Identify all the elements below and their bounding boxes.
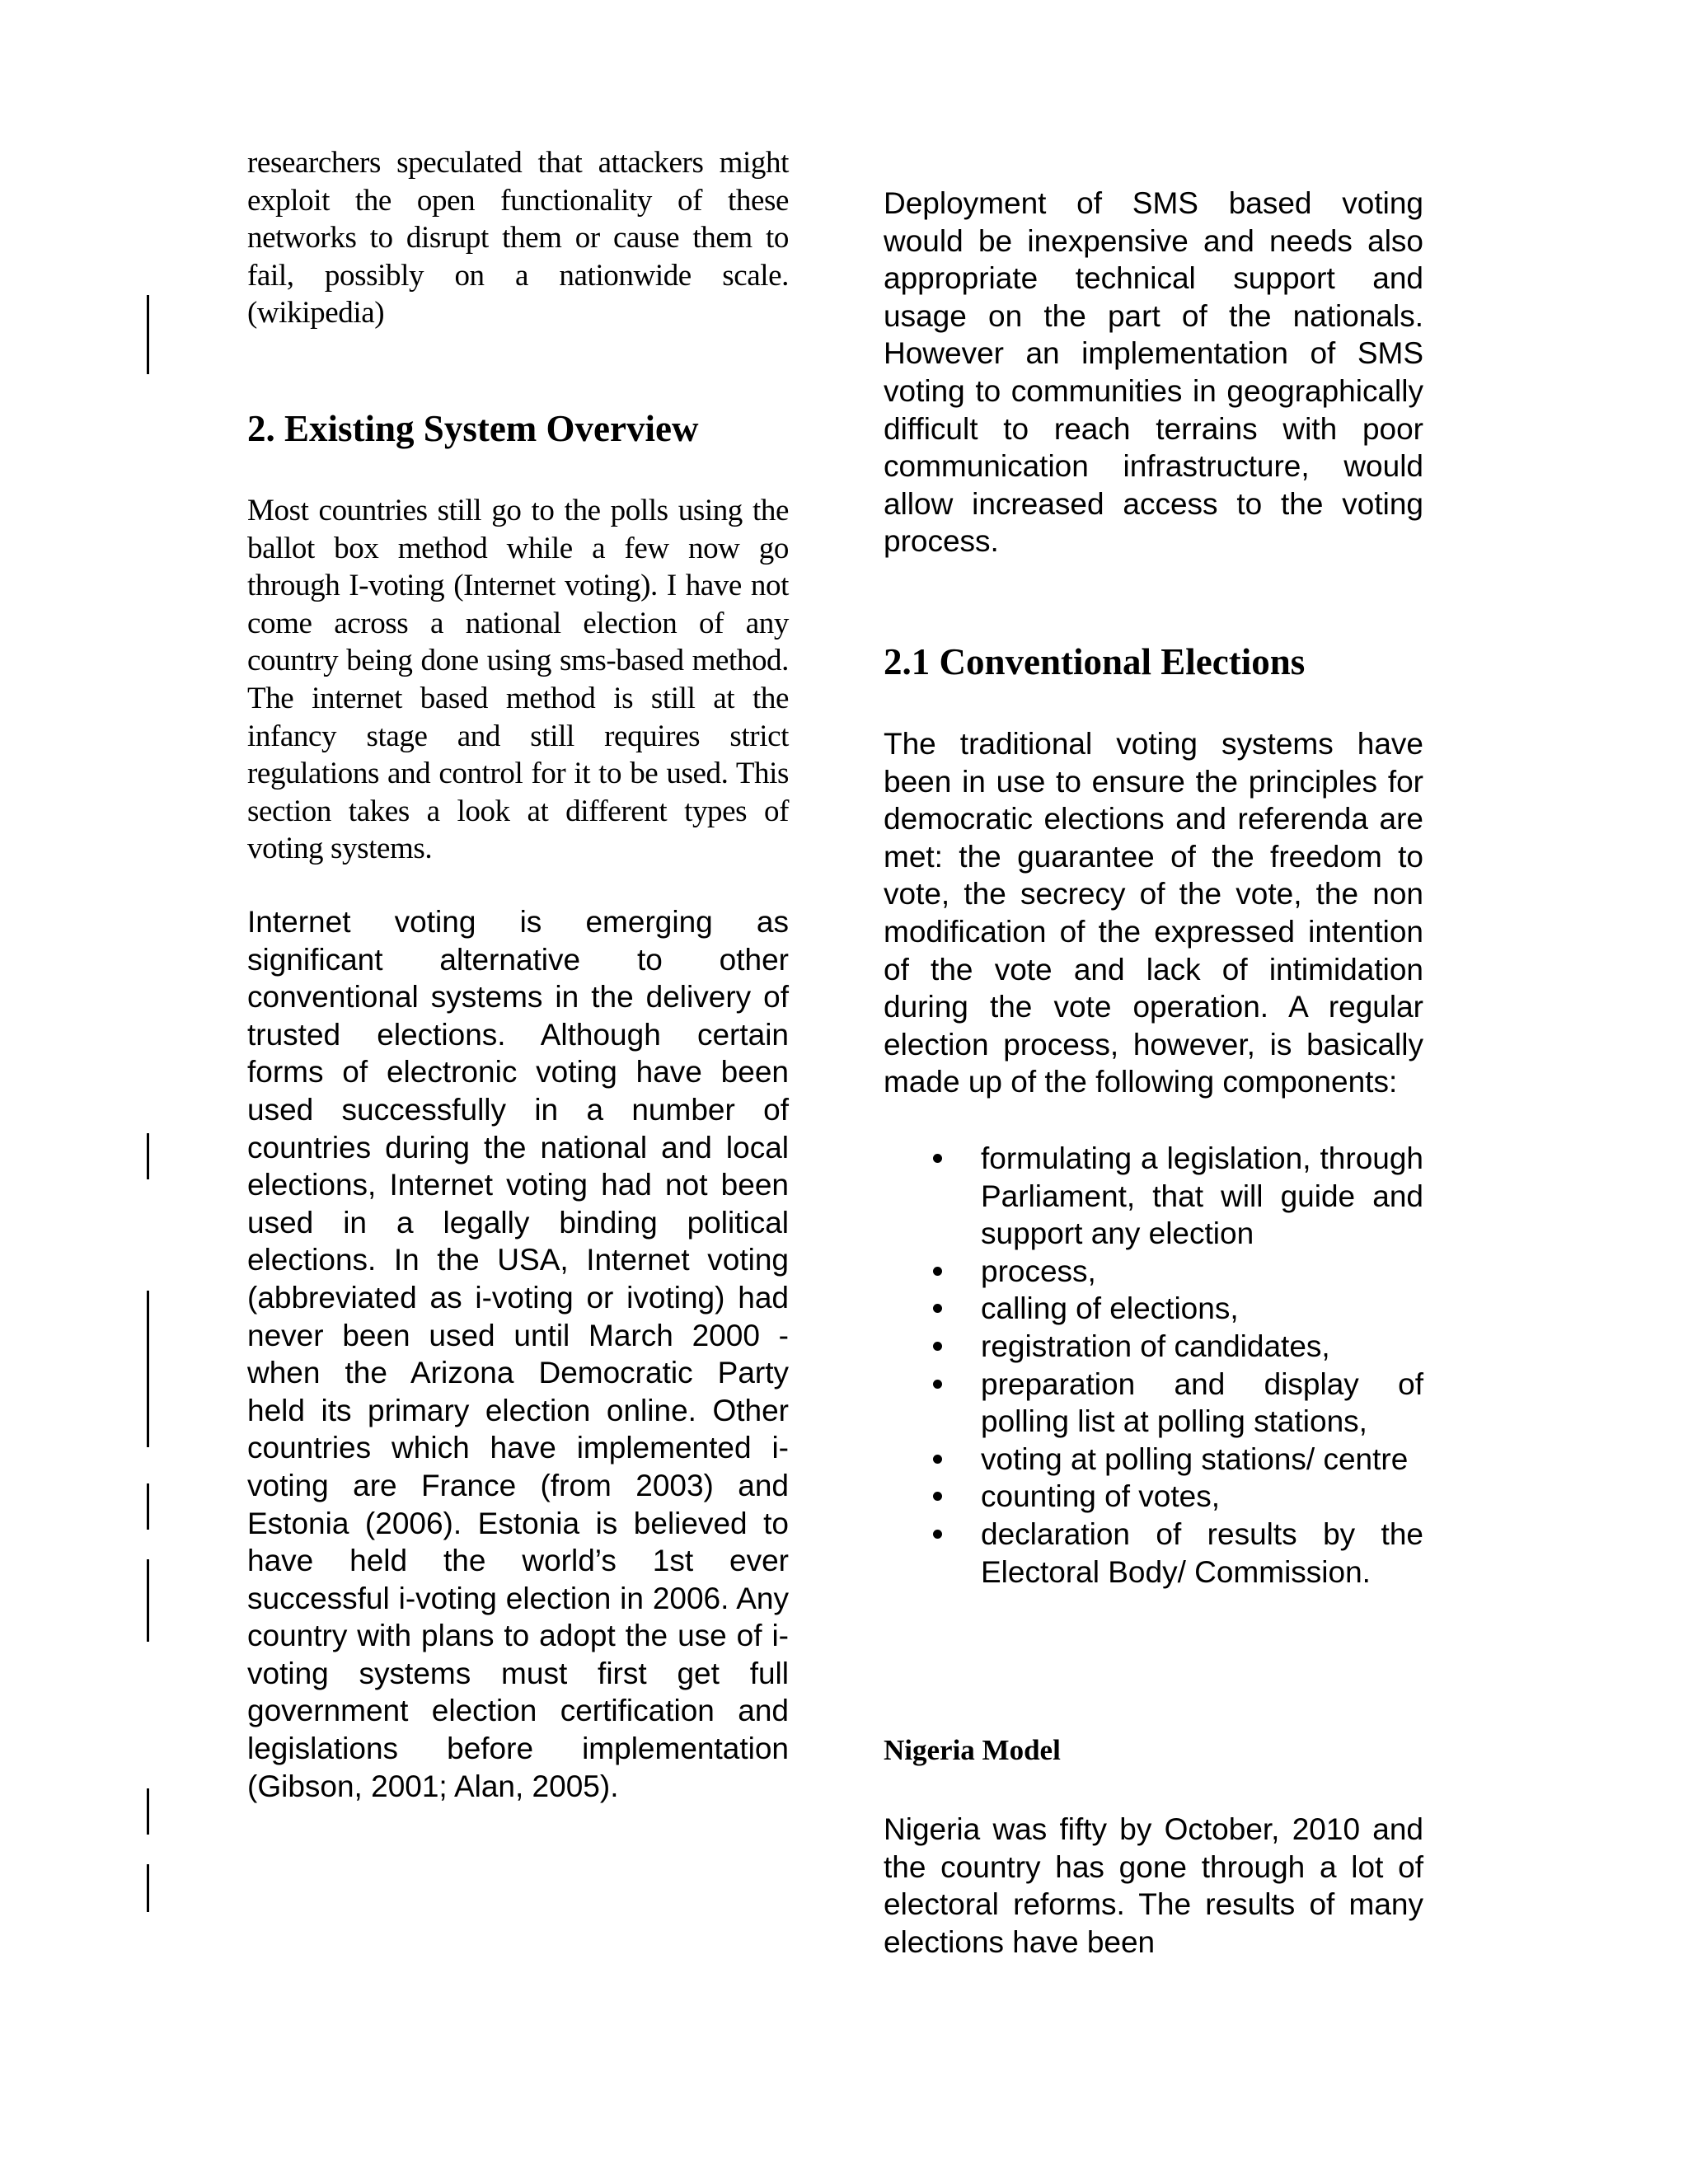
list-item [884,1328,1423,1366]
nigeria-model-heading: Nigeria Model [884,1734,1061,1766]
revision-bar [147,1133,149,1179]
revision-bar [147,1559,149,1642]
bullet-icon [933,1267,942,1276]
internet-voting-paragraph: Internet voting is emerging as significant alternative to other conventional systems in the delivery of trusted elections. Although certain forms of electronic voting have been used successfully in a number of countries during the national and local elections, Internet voting had not been used in a legally binding political elections. In the USA, Internet voting (abbreviated as i-voting or ivoting) had never been used until March 2000 - when the Arizona Democratic Party held its primary election online. Other countries which have implemented i-voting are France (from 2003) and Estonia (2006). Estonia is believed to have held the world’s 1st ever successful i-voting election in 2006. Any country with plans to adopt the use of i-voting systems must first get full government election certification and legislations before implementation (Gibson, 2001; Alan, 2005). [247,905,789,1803]
list-item [884,1478,1423,1516]
sms-voting-paragraph: Deployment of SMS based voting would be inexpensive and needs also appropriate technical support and usage on the part of the nationals. However an implementation of SMS voting to communities in geographically difficult to reach terrains with poor communication infrastructure, would allow increased access to the voting process. [884,186,1423,559]
revision-bar [147,1483,149,1530]
bullet-icon [933,1530,942,1539]
list-item [884,1290,1423,1328]
list-item-text: formulating a legislation, through Parliament, that will guide and support any election [981,1141,1423,1251]
list-item-text: counting of votes, [981,1479,1221,1514]
revision-bar [147,1291,149,1447]
list-item [884,1253,1423,1291]
list-item [884,1140,1423,1253]
bullet-icon [933,1154,942,1163]
subsection-heading: 2.1 Conventional Elections [884,641,1306,682]
list-item-text: voting at polling stations/ centre [981,1441,1409,1476]
revision-bar [147,1864,149,1912]
list-item-text: process, [981,1254,1096,1288]
revision-bar [147,295,149,374]
list-item-text: declaration of results by the Electoral Body/ Commission. [981,1516,1423,1589]
list-item [884,1366,1423,1441]
bullet-icon [933,1304,942,1313]
list-item-text: registration of candidates, [981,1329,1330,1363]
election-components-list [884,1140,1423,1591]
bullet-icon [933,1492,942,1501]
list-item-text: calling of elections, [981,1291,1239,1326]
conventional-elections-paragraph: The traditional voting systems have been in use to ensure the principles for democratic elections and referenda are met: the guarantee of the freedom to vote, the secrecy of the vote, the non modification of the expressed intention of the vote and lack of intimidation during the vote operation. A regular election process, however, is basically made up of the following components: [884,727,1423,1099]
bullet-icon [933,1342,942,1351]
nigeria-model-paragraph: Nigeria was fifty by October, 2010 and the country has gone through a lot of electoral reforms. The results of many elections have been [884,1812,1423,1959]
bullet-icon [933,1455,942,1464]
bullet-icon [933,1380,942,1389]
overview-paragraph: Most countries still go to the polls using the ballot box method while a few now go through I-voting (Internet voting). I have not come across a national election of any country being done using sms-based method. The internet based method is still at the infancy stage and still requires strict regulations and control for it to be used. This section takes a look at different types of voting systems. [247,494,789,866]
revision-bar [147,1788,149,1835]
list-item-text: preparation and display of polling list at polling stations, [981,1366,1423,1439]
section-heading: 2. Existing System Overview [247,408,699,449]
list-item [884,1516,1423,1591]
intro-paragraph: researchers speculated that attackers might exploit the open functionality of these networks to disrupt them or cause them to fail, possibly on a nationwide scale. (wikipedia) [247,146,789,330]
list-item [884,1441,1423,1479]
